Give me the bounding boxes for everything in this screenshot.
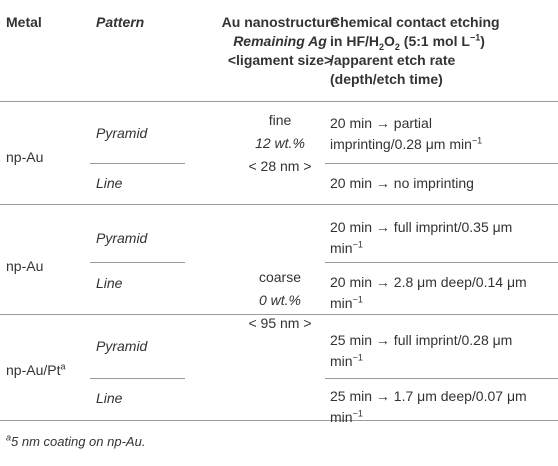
au-fine-remaining: 12 wt.% xyxy=(255,135,305,151)
metal-cell-2: np-Au xyxy=(6,258,44,274)
header-etch-line4: (depth/etch time) xyxy=(330,71,443,87)
pattern-rule-2 xyxy=(90,262,185,263)
etch-cell-3: 20 min → full imprint/0.35 μm $\min^{-1}$ xyxy=(330,219,513,256)
au-coarse-label: coarse xyxy=(258,269,302,285)
header-au-line1: Au nanostructure xyxy=(221,14,339,30)
etch-cell-1: 20 min → partial imprinting/0.28 μm $\min^{-1}$ xyxy=(330,115,483,152)
header-au-line2: Remaining Ag xyxy=(233,33,327,49)
au-fine-label: fine xyxy=(268,112,292,128)
header-etch-line1: Chemical contact etching xyxy=(330,14,500,30)
metal-cell-3: np-Au/Pt$^a$ xyxy=(6,361,66,378)
metal-cell-1: np-Au xyxy=(6,149,44,165)
etch-cell-6: 25 min → 1.7 μm deep/0.07 μm $\min^{-1}$ xyxy=(330,388,527,425)
pattern-cell-4: Line xyxy=(96,275,123,291)
pattern-cell-3: Pyramid xyxy=(96,230,148,246)
etch-cell-5: 25 min → full imprint/0.28 μm $\min^{-1}$ xyxy=(330,332,513,369)
header-au-line3: <ligament size> xyxy=(227,52,333,68)
footnote: $^a$5 nm coating on np-Au. xyxy=(6,432,146,449)
pattern-rule-3 xyxy=(90,378,185,379)
etch-rule-2 xyxy=(325,262,558,263)
header-rule xyxy=(0,101,558,102)
pattern-cell-1: Pyramid xyxy=(96,125,148,141)
au-coarse-size: < 95 nm > xyxy=(248,315,312,331)
header-etch-line3: /apparent etch rate xyxy=(330,52,456,68)
header-etch-line2: in $HF/H_2O_2$ (5:1 mol $L^{-1}$) xyxy=(330,32,485,52)
header-metal: Metal xyxy=(6,14,42,30)
pattern-cell-6: Line xyxy=(96,390,123,406)
header-pattern: Pattern xyxy=(96,14,145,30)
au-coarse-remaining: 0 wt.% xyxy=(258,292,301,308)
pattern-cell-2: Line xyxy=(96,175,123,191)
group-rule-1 xyxy=(0,204,558,205)
pattern-rule-1 xyxy=(90,163,185,164)
pattern-cell-5: Pyramid xyxy=(96,338,148,354)
au-fine-size: < 28 nm > xyxy=(248,158,312,174)
etch-cell-2: 20 min → no imprinting xyxy=(330,175,474,191)
etch-cell-4: 20 min → 2.8 μm deep/0.14 μm $\min^{-1}$ xyxy=(330,274,527,311)
header-etching xyxy=(330,13,555,89)
etch-rule-3 xyxy=(325,378,558,379)
